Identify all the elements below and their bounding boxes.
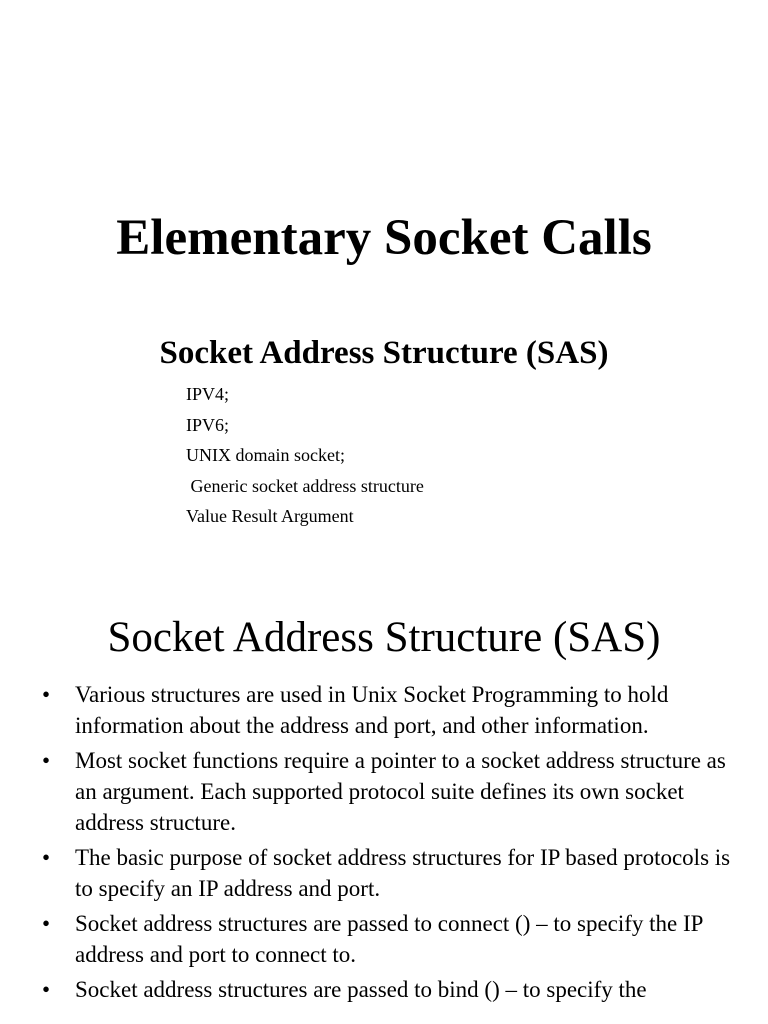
- bullet-icon: •: [42, 845, 51, 870]
- bullet-text: Most socket functions require a pointer to a socket address structure as an argument. Each supported protocol suite defines its own socket address structure.: [75, 748, 726, 835]
- bullet-icon: •: [42, 911, 51, 936]
- slide-title: Elementary Socket Calls: [116, 210, 652, 266]
- bullet-item: [38, 745, 738, 838]
- bullet-item: [38, 679, 738, 741]
- topic-item: IPV6;: [186, 414, 230, 435]
- topic-item: Value Result Argument: [186, 506, 354, 526]
- bullet-item: [38, 974, 738, 1005]
- bullet-list: [38, 679, 738, 1009]
- bullet-icon: •: [42, 682, 51, 707]
- topic-item: IPV4;: [186, 384, 230, 404]
- topic-list: [186, 379, 424, 532]
- topic-item: Generic socket address structure: [186, 475, 424, 496]
- section-title: Socket Address Structure (SAS): [107, 614, 661, 661]
- slide-subtitle: Socket Address Structure (SAS): [159, 335, 609, 371]
- bullet-text: Socket address structures are passed to bind () – to specify the: [75, 977, 647, 1002]
- bullet-text: Various structures are used in Unix Socket Programming to hold information about the address and port, and other information.: [75, 682, 669, 738]
- bullet-text: Socket address structures are passed to connect () – to specify the IP address and port to connect to.: [75, 911, 703, 967]
- bullet-text: The basic purpose of socket address structures for IP based protocols is to specify an IP address and port.: [75, 845, 731, 901]
- bullet-icon: •: [42, 748, 51, 773]
- bullet-item: [38, 908, 738, 970]
- topic-item: UNIX domain socket;: [186, 445, 345, 465]
- bullet-icon: •: [42, 977, 51, 1002]
- bullet-item: [38, 842, 738, 904]
